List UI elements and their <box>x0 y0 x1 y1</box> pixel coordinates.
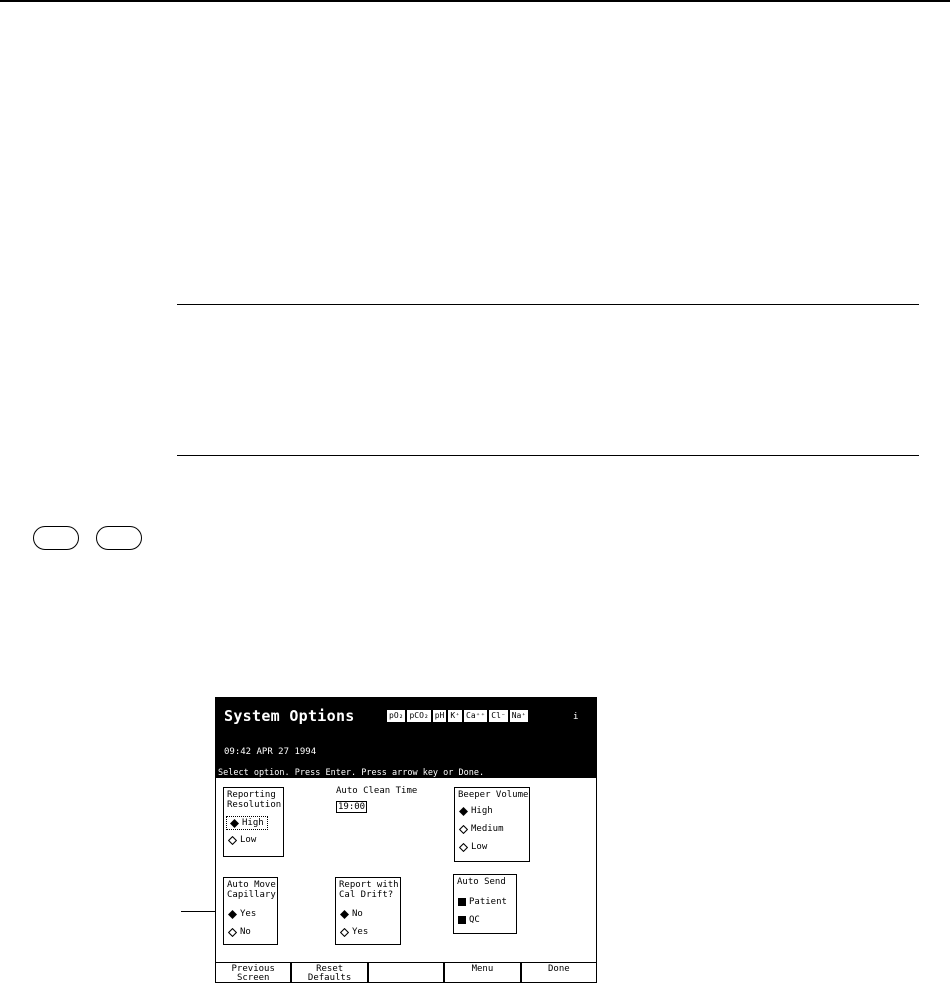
screen-header <box>216 698 596 768</box>
analyte-panel <box>387 710 528 722</box>
option-label: Low <box>471 842 488 852</box>
beeper-volume-group <box>454 787 530 862</box>
option-label: Medium <box>471 824 504 834</box>
cal-drift-no-option[interactable] <box>340 908 363 920</box>
info-indicator: i <box>573 712 579 722</box>
key-badge-left <box>33 526 79 550</box>
auto-send-title: Auto Send <box>457 877 506 887</box>
option-label: QC <box>469 915 480 925</box>
radio-unselected-icon <box>228 928 237 937</box>
reporting-resolution-title: Reporting Resolution <box>227 790 282 810</box>
datetime: 09:42 APR 27 1994 <box>224 747 317 757</box>
option-label: High <box>242 818 264 828</box>
option-label: Patient <box>469 897 507 907</box>
cal-drift-group <box>335 877 401 945</box>
previous-screen-button[interactable]: Previous Screen <box>216 963 292 983</box>
top-rule <box>0 0 950 2</box>
resolution-low-option[interactable] <box>228 834 256 846</box>
option-label: Yes <box>240 909 257 919</box>
analyte-pco2: pCO₂ <box>409 711 429 720</box>
radio-unselected-icon <box>459 825 468 834</box>
checkbox-checked-icon <box>458 898 466 906</box>
analyte-ph: pH <box>434 711 445 720</box>
analyte-k: K⁺ <box>450 711 460 720</box>
screen-title: System Options <box>224 707 355 725</box>
blank-softkey[interactable] <box>369 963 445 983</box>
radio-unselected-icon <box>459 843 468 852</box>
auto-move-no-option[interactable] <box>228 926 251 938</box>
option-label: Low <box>240 835 257 845</box>
radio-selected-icon <box>459 807 468 816</box>
analyte-ca: Ca⁺⁺ <box>466 711 486 720</box>
analyte-cl: Cl⁻ <box>491 711 506 720</box>
auto-move-yes-option[interactable] <box>228 908 256 920</box>
auto-move-capillary-title: Auto Move Capillary <box>227 880 276 900</box>
softkey-bar <box>216 962 596 983</box>
radio-unselected-icon <box>340 928 349 937</box>
option-label: High <box>471 806 493 816</box>
key-badge-right <box>96 526 142 550</box>
auto-clean-time-field[interactable]: 19:00 <box>338 802 366 812</box>
auto-send-qc-checkbox[interactable] <box>458 914 480 926</box>
beeper-high-option[interactable] <box>459 805 493 817</box>
beeper-low-option[interactable] <box>459 841 487 853</box>
beeper-medium-option[interactable] <box>459 823 504 835</box>
auto-move-capillary-group <box>223 877 278 945</box>
option-label: No <box>352 909 363 919</box>
option-label: No <box>240 927 251 937</box>
analyte-na: Na⁺ <box>511 711 527 720</box>
auto-send-group <box>453 874 517 934</box>
analyte-po2: pO₂ <box>389 711 404 720</box>
radio-unselected-icon <box>228 836 237 845</box>
option-label: Yes <box>352 927 369 937</box>
system-options-screen <box>215 697 597 983</box>
section-rule-upper <box>177 304 919 305</box>
menu-button[interactable]: Menu <box>445 963 521 983</box>
reporting-resolution-group <box>223 787 284 857</box>
auto-send-patient-checkbox[interactable] <box>458 896 507 908</box>
radio-selected-icon <box>230 819 239 828</box>
checkbox-checked-icon <box>458 916 466 924</box>
reset-defaults-button[interactable]: Reset Defaults <box>292 963 368 983</box>
radio-selected-icon <box>228 910 237 919</box>
radio-selected-icon <box>340 910 349 919</box>
section-rule-lower <box>177 455 919 456</box>
done-button[interactable]: Done <box>547 964 570 974</box>
beeper-volume-title: Beeper Volume <box>458 790 529 800</box>
cal-drift-yes-option[interactable] <box>340 926 368 938</box>
prompt-bar: Select option. Press Enter. Press arrow key or Done. <box>216 768 596 778</box>
auto-clean-time-label: Auto Clean Time <box>336 786 418 796</box>
resolution-high-option[interactable] <box>226 816 268 830</box>
cal-drift-title: Report with Cal Drift? <box>339 880 399 900</box>
